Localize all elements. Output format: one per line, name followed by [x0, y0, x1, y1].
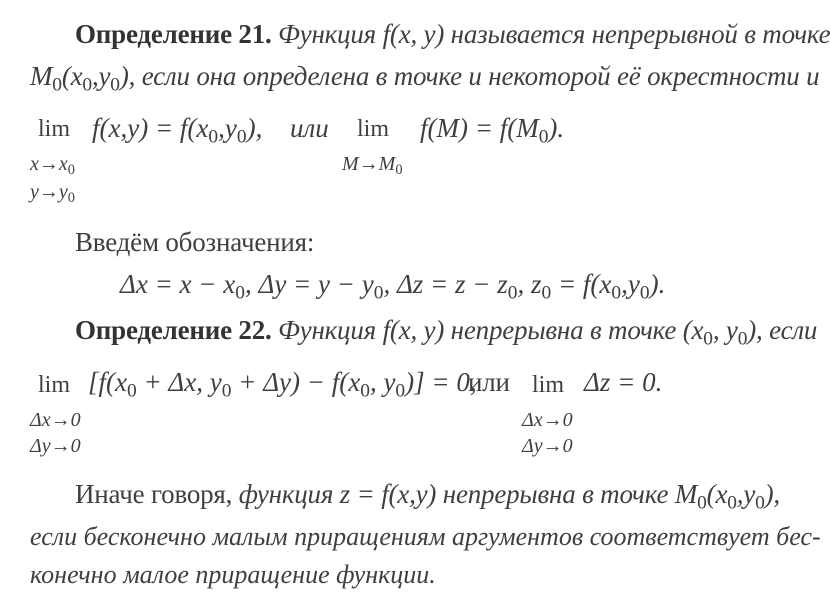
def22-formula2: Δz = 0.: [584, 367, 663, 397]
otherwise-line2: если бесконечно малым приращениям аргументов соответствует бес-: [30, 522, 821, 551]
def21-formula1: $f(x,y) = f(x_0,y_0)$,: [92, 113, 263, 148]
def22-lim1: lim: [38, 372, 71, 398]
def21-line2: $M_0(x_0,y_0)$, если она определена в точке и некоторой её окрестности и: [30, 61, 820, 96]
def21-point: M: [30, 61, 53, 91]
def22-limsub2-dy: Δy→0: [522, 435, 573, 457]
def21-title: Определение 21.: [75, 19, 272, 49]
def22-limsub2-dx: Δx→0: [522, 409, 573, 431]
notation-intro: Введём обозначения:: [75, 227, 315, 257]
def22-or: или: [468, 367, 510, 397]
otherwise-formula: z = f(x,y): [339, 479, 437, 509]
def22-lim2: lim: [532, 372, 565, 398]
def22-limsub-dy: Δy→0: [30, 435, 81, 457]
def21-lim2: lim: [357, 116, 390, 142]
def22-line1-text: Функция f(x, y) непрерывна в точке ($x_0$, $y_0$), если: [278, 315, 818, 350]
def22-line1: [75, 314, 817, 355]
otherwise-line3: конечно малое приращение функции.: [30, 560, 436, 589]
notation-formula: $\Delta x = x - x_0$, $\Delta y = y - y_0$, $\Delta z = z - z_0$, $z_0 = f(x_0,y_0)$.: [120, 269, 666, 304]
def22-title: Определение 22.: [75, 315, 272, 345]
def22-formula1: [$f(x_0 + \Delta x$, $y_0 + \Delta y) - f(x_0$, $y_0)] = 0$,: [88, 367, 477, 402]
otherwise-line1: Иначе говоря, функция z = f(x,y) непрерывна в точке $M_0(x_0,y_0)$,: [75, 479, 780, 514]
def21-limsub-x: $x\to x_0$: [30, 153, 75, 179]
def21-formula2: $f(M) = f(M_0)$.: [420, 113, 565, 148]
def21-line1-text: Функция f(x, y) называется непрерывной в точке: [278, 19, 830, 49]
def21-or: или: [290, 113, 329, 143]
def21-limsub-m: $M\to M_0$: [342, 153, 403, 179]
def21-limsub-y: $y\to y_0$: [30, 181, 75, 207]
def21-line2-text: если она определена в точке и некоторой её окрестности и: [141, 61, 820, 91]
def21-line1: [75, 18, 830, 50]
def22-limsub-dx: Δx→0: [30, 409, 81, 431]
def21-lim1: lim: [38, 116, 71, 142]
